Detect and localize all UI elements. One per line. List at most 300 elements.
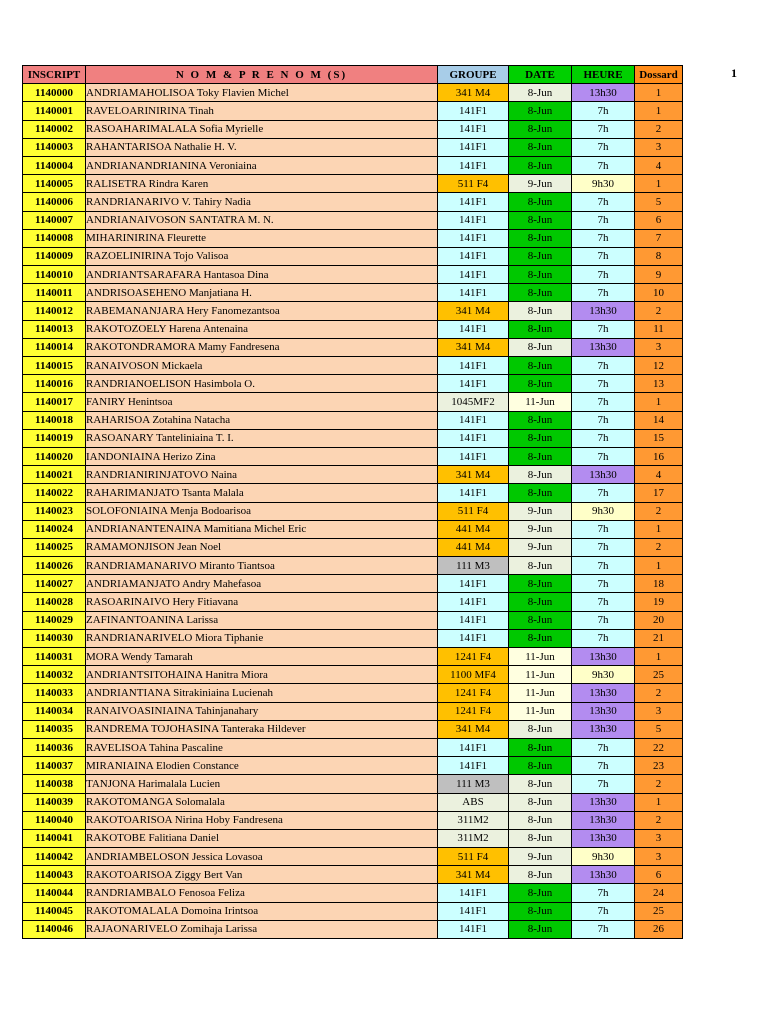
page-number: 1 — [731, 66, 737, 80]
cell-date: 8-Jun — [509, 138, 572, 156]
cell-groupe: 141F1 — [438, 247, 509, 265]
cell-date: 11-Jun — [509, 702, 572, 720]
cell-heure: 13h30 — [572, 829, 635, 847]
cell-date: 8-Jun — [509, 575, 572, 593]
cell-nom-prenom: MORA Wendy Tamarah — [86, 648, 438, 666]
cell-dossard: 3 — [635, 338, 683, 356]
cell-nom-prenom: RAZOELINIRINA Tojo Valisoa — [86, 247, 438, 265]
table-row — [23, 102, 683, 120]
cell-nom-prenom: ANDRIANTSARAFARA Hantasoa Dina — [86, 266, 438, 284]
cell-heure: 7h — [572, 447, 635, 465]
cell-inscrit: 1140003 — [23, 138, 86, 156]
cell-inscrit: 1140010 — [23, 266, 86, 284]
cell-groupe: 141F1 — [438, 266, 509, 284]
cell-inscrit: 1140009 — [23, 247, 86, 265]
cell-groupe: 141F1 — [438, 320, 509, 338]
cell-date: 8-Jun — [509, 793, 572, 811]
cell-nom-prenom: RANDRIANARIVO V. Tahiry Nadia — [86, 193, 438, 211]
cell-inscrit: 1140023 — [23, 502, 86, 520]
cell-groupe: 341 M4 — [438, 720, 509, 738]
cell-heure: 13h30 — [572, 793, 635, 811]
cell-date: 8-Jun — [509, 357, 572, 375]
cell-nom-prenom: RANDRIAMANARIVO Miranto Tiantsoa — [86, 557, 438, 575]
table-row — [23, 484, 683, 502]
cell-date: 8-Jun — [509, 757, 572, 775]
cell-date: 8-Jun — [509, 302, 572, 320]
table-row — [23, 138, 683, 156]
table-row — [23, 338, 683, 356]
table-row — [23, 648, 683, 666]
cell-inscrit: 1140014 — [23, 338, 86, 356]
cell-date: 8-Jun — [509, 411, 572, 429]
cell-dossard: 11 — [635, 320, 683, 338]
cell-date: 8-Jun — [509, 902, 572, 920]
cell-inscrit: 1140018 — [23, 411, 86, 429]
cell-heure: 7h — [572, 429, 635, 447]
cell-date: 8-Jun — [509, 829, 572, 847]
cell-dossard: 13 — [635, 375, 683, 393]
cell-date: 8-Jun — [509, 266, 572, 284]
cell-groupe: 141F1 — [438, 884, 509, 902]
cell-heure: 7h — [572, 138, 635, 156]
cell-nom-prenom: RASOARINAIVO Hery Fitiavana — [86, 593, 438, 611]
cell-groupe: 141F1 — [438, 629, 509, 647]
cell-date: 9-Jun — [509, 502, 572, 520]
cell-nom-prenom: RANDREMA TOJOHASINA Tanteraka Hildever — [86, 720, 438, 738]
cell-inscrit: 1140008 — [23, 229, 86, 247]
cell-date: 8-Jun — [509, 484, 572, 502]
table-row — [23, 284, 683, 302]
cell-date: 8-Jun — [509, 811, 572, 829]
cell-dossard: 3 — [635, 829, 683, 847]
cell-dossard: 5 — [635, 193, 683, 211]
cell-date: 8-Jun — [509, 775, 572, 793]
cell-date: 8-Jun — [509, 629, 572, 647]
cell-nom-prenom: RAVELISOA Tahina Pascaline — [86, 738, 438, 756]
cell-groupe: 141F1 — [438, 593, 509, 611]
cell-date: 9-Jun — [509, 848, 572, 866]
cell-heure: 7h — [572, 284, 635, 302]
table-row — [23, 920, 683, 938]
cell-groupe: ABS — [438, 793, 509, 811]
cell-date: 8-Jun — [509, 229, 572, 247]
table-row — [23, 666, 683, 684]
cell-date: 11-Jun — [509, 393, 572, 411]
cell-heure: 13h30 — [572, 811, 635, 829]
cell-groupe: 141F1 — [438, 411, 509, 429]
cell-dossard: 4 — [635, 156, 683, 174]
cell-nom-prenom: RAKOTOMALALA Domoina Irintsoa — [86, 902, 438, 920]
cell-inscrit: 1140043 — [23, 866, 86, 884]
cell-nom-prenom: RABEMANANJARA Hery Fanomezantsoa — [86, 302, 438, 320]
cell-nom-prenom: RAHANTARISOA Nathalie H. V. — [86, 138, 438, 156]
cell-inscrit: 1140041 — [23, 829, 86, 847]
cell-inscrit: 1140037 — [23, 757, 86, 775]
cell-dossard: 1 — [635, 175, 683, 193]
cell-nom-prenom: TANJONA Harimalala Lucien — [86, 775, 438, 793]
cell-dossard: 1 — [635, 793, 683, 811]
cell-date: 8-Jun — [509, 338, 572, 356]
table-row — [23, 266, 683, 284]
cell-dossard: 2 — [635, 811, 683, 829]
cell-heure: 7h — [572, 193, 635, 211]
cell-dossard: 18 — [635, 575, 683, 593]
cell-dossard: 22 — [635, 738, 683, 756]
table-body — [23, 84, 683, 939]
cell-dossard: 3 — [635, 848, 683, 866]
cell-date: 8-Jun — [509, 611, 572, 629]
cell-groupe: 141F1 — [438, 920, 509, 938]
cell-inscrit: 1140025 — [23, 538, 86, 556]
table-row — [23, 520, 683, 538]
table-row — [23, 611, 683, 629]
cell-date: 8-Jun — [509, 211, 572, 229]
cell-dossard: 21 — [635, 629, 683, 647]
cell-nom-prenom: ANDRIANANTENAINA Mamitiana Michel Eric — [86, 520, 438, 538]
cell-heure: 7h — [572, 884, 635, 902]
cell-dossard: 1 — [635, 102, 683, 120]
cell-groupe: 141F1 — [438, 102, 509, 120]
cell-heure: 13h30 — [572, 84, 635, 102]
cell-heure: 13h30 — [572, 720, 635, 738]
cell-heure: 7h — [572, 575, 635, 593]
cell-date: 8-Jun — [509, 466, 572, 484]
cell-nom-prenom: ANDRIANANDRIANINA Veroniaina — [86, 156, 438, 174]
table-row — [23, 175, 683, 193]
cell-groupe: 341 M4 — [438, 466, 509, 484]
cell-groupe: 341 M4 — [438, 338, 509, 356]
cell-heure: 7h — [572, 229, 635, 247]
cell-date: 11-Jun — [509, 648, 572, 666]
cell-dossard: 20 — [635, 611, 683, 629]
cell-groupe: 141F1 — [438, 575, 509, 593]
cell-dossard: 25 — [635, 666, 683, 684]
table-row — [23, 902, 683, 920]
cell-inscrit: 1140038 — [23, 775, 86, 793]
cell-inscrit: 1140022 — [23, 484, 86, 502]
table-row — [23, 738, 683, 756]
header-date: DATE — [509, 66, 572, 84]
cell-groupe: 141F1 — [438, 429, 509, 447]
cell-heure: 7h — [572, 902, 635, 920]
cell-inscrit: 1140012 — [23, 302, 86, 320]
cell-nom-prenom: RANDRIANIRINJATOVO Naina — [86, 466, 438, 484]
cell-dossard: 9 — [635, 266, 683, 284]
cell-groupe: 1241 F4 — [438, 648, 509, 666]
cell-heure: 7h — [572, 266, 635, 284]
cell-heure: 9h30 — [572, 175, 635, 193]
header-groupe: GROUPE — [438, 66, 509, 84]
cell-nom-prenom: ZAFINANTOANINA Larissa — [86, 611, 438, 629]
cell-inscrit: 1140045 — [23, 902, 86, 920]
header-heure: HEURE — [572, 66, 635, 84]
cell-heure: 7h — [572, 557, 635, 575]
table-row — [23, 247, 683, 265]
table-row — [23, 84, 683, 102]
cell-inscrit: 1140015 — [23, 357, 86, 375]
cell-nom-prenom: RAHARIMANJATO Tsanta Malala — [86, 484, 438, 502]
table-row — [23, 866, 683, 884]
cell-nom-prenom: RANDRIANARIVELO Miora Tiphanie — [86, 629, 438, 647]
cell-dossard: 23 — [635, 757, 683, 775]
cell-heure: 7h — [572, 520, 635, 538]
cell-inscrit: 1140020 — [23, 447, 86, 465]
table-row — [23, 575, 683, 593]
cell-dossard: 2 — [635, 502, 683, 520]
cell-inscrit: 1140000 — [23, 84, 86, 102]
cell-groupe: 341 M4 — [438, 84, 509, 102]
cell-groupe: 141F1 — [438, 156, 509, 174]
table-row — [23, 848, 683, 866]
cell-date: 8-Jun — [509, 557, 572, 575]
cell-nom-prenom: ANDRIANAIVOSON SANTATRA M. N. — [86, 211, 438, 229]
table-row — [23, 466, 683, 484]
cell-heure: 7h — [572, 538, 635, 556]
cell-nom-prenom: RAKOTOARISOA Nirina Hoby Fandresena — [86, 811, 438, 829]
cell-inscrit: 1140036 — [23, 738, 86, 756]
cell-heure: 9h30 — [572, 502, 635, 520]
cell-heure: 13h30 — [572, 702, 635, 720]
cell-heure: 7h — [572, 247, 635, 265]
cell-inscrit: 1140016 — [23, 375, 86, 393]
cell-inscrit: 1140021 — [23, 466, 86, 484]
table-row — [23, 793, 683, 811]
cell-groupe: 141F1 — [438, 902, 509, 920]
cell-dossard: 2 — [635, 120, 683, 138]
table-row — [23, 120, 683, 138]
cell-heure: 7h — [572, 629, 635, 647]
cell-dossard: 5 — [635, 720, 683, 738]
cell-nom-prenom: RAKOTOBE Falitiana Daniel — [86, 829, 438, 847]
cell-date: 9-Jun — [509, 538, 572, 556]
cell-nom-prenom: SOLOFONIAINA Menja Bodoarisoa — [86, 502, 438, 520]
cell-groupe: 111 M3 — [438, 557, 509, 575]
cell-inscrit: 1140017 — [23, 393, 86, 411]
cell-dossard: 3 — [635, 138, 683, 156]
cell-groupe: 141F1 — [438, 211, 509, 229]
cell-groupe: 511 F4 — [438, 848, 509, 866]
cell-dossard: 1 — [635, 557, 683, 575]
cell-inscrit: 1140046 — [23, 920, 86, 938]
cell-inscrit: 1140032 — [23, 666, 86, 684]
cell-inscrit: 1140026 — [23, 557, 86, 575]
cell-groupe: 111 M3 — [438, 775, 509, 793]
cell-date: 8-Jun — [509, 884, 572, 902]
cell-heure: 13h30 — [572, 684, 635, 702]
cell-dossard: 2 — [635, 302, 683, 320]
cell-nom-prenom: RASOANARY Tanteliniaina T. I. — [86, 429, 438, 447]
table-row — [23, 684, 683, 702]
cell-groupe: 141F1 — [438, 193, 509, 211]
cell-dossard: 8 — [635, 247, 683, 265]
header-dossard: Dossard — [635, 66, 683, 84]
table-row — [23, 629, 683, 647]
cell-date: 8-Jun — [509, 375, 572, 393]
header-row — [23, 66, 683, 84]
cell-heure: 7h — [572, 393, 635, 411]
cell-nom-prenom: RAKOTOMANGA Solomalala — [86, 793, 438, 811]
cell-dossard: 19 — [635, 593, 683, 611]
cell-heure: 7h — [572, 357, 635, 375]
cell-inscrit: 1140001 — [23, 102, 86, 120]
cell-dossard: 2 — [635, 538, 683, 556]
cell-dossard: 17 — [635, 484, 683, 502]
cell-date: 8-Jun — [509, 84, 572, 102]
cell-dossard: 25 — [635, 902, 683, 920]
cell-nom-prenom: ANDRIAMBELOSON Jessica Lovasoa — [86, 848, 438, 866]
cell-nom-prenom: RAMAMONJISON Jean Noel — [86, 538, 438, 556]
cell-groupe: 141F1 — [438, 611, 509, 629]
cell-inscrit: 1140028 — [23, 593, 86, 611]
cell-nom-prenom: RANAIVOSON Mickaela — [86, 357, 438, 375]
cell-nom-prenom: ANDRIAMANJATO Andry Mahefasoa — [86, 575, 438, 593]
cell-inscrit: 1140039 — [23, 793, 86, 811]
cell-dossard: 6 — [635, 211, 683, 229]
cell-groupe: 1100 MF4 — [438, 666, 509, 684]
cell-dossard: 7 — [635, 229, 683, 247]
cell-dossard: 1 — [635, 393, 683, 411]
cell-nom-prenom: RANAIVOASINIAINA Tahinjanahary — [86, 702, 438, 720]
cell-dossard: 4 — [635, 466, 683, 484]
cell-heure: 7h — [572, 102, 635, 120]
cell-inscrit: 1140002 — [23, 120, 86, 138]
cell-dossard: 2 — [635, 775, 683, 793]
cell-dossard: 1 — [635, 520, 683, 538]
table-row — [23, 757, 683, 775]
cell-dossard: 15 — [635, 429, 683, 447]
table-row — [23, 775, 683, 793]
cell-groupe: 141F1 — [438, 229, 509, 247]
cell-nom-prenom: ANDRIANTSITOHAINA Hanitra Miora — [86, 666, 438, 684]
table-row — [23, 357, 683, 375]
cell-nom-prenom: RASOAHARIMALALA Sofia Myrielle — [86, 120, 438, 138]
table-row — [23, 429, 683, 447]
cell-groupe: 1241 F4 — [438, 684, 509, 702]
table-row — [23, 593, 683, 611]
cell-groupe: 141F1 — [438, 120, 509, 138]
header-inscrit: INSCRIPT — [23, 66, 86, 84]
table-row — [23, 557, 683, 575]
cell-groupe: 141F1 — [438, 375, 509, 393]
cell-heure: 13h30 — [572, 866, 635, 884]
cell-inscrit: 1140004 — [23, 156, 86, 174]
cell-inscrit: 1140029 — [23, 611, 86, 629]
cell-nom-prenom: ANDRIAMAHOLISOA Toky Flavien Michel — [86, 84, 438, 102]
cell-heure: 13h30 — [572, 338, 635, 356]
cell-nom-prenom: FANIRY Henintsoa — [86, 393, 438, 411]
table-row — [23, 720, 683, 738]
cell-inscrit: 1140030 — [23, 629, 86, 647]
cell-heure: 7h — [572, 611, 635, 629]
cell-nom-prenom: IANDONIAINA Herizo Zina — [86, 447, 438, 465]
cell-nom-prenom: RANDRIANOELISON Hasimbola O. — [86, 375, 438, 393]
table-row — [23, 211, 683, 229]
cell-inscrit: 1140035 — [23, 720, 86, 738]
cell-groupe: 141F1 — [438, 757, 509, 775]
cell-heure: 7h — [572, 775, 635, 793]
cell-inscrit: 1140005 — [23, 175, 86, 193]
cell-groupe: 1045MF2 — [438, 393, 509, 411]
cell-groupe: 1241 F4 — [438, 702, 509, 720]
cell-date: 8-Jun — [509, 738, 572, 756]
cell-groupe: 141F1 — [438, 284, 509, 302]
cell-inscrit: 1140031 — [23, 648, 86, 666]
cell-date: 8-Jun — [509, 593, 572, 611]
cell-groupe: 311M2 — [438, 829, 509, 847]
cell-dossard: 24 — [635, 884, 683, 902]
cell-date: 11-Jun — [509, 666, 572, 684]
cell-inscrit: 1140007 — [23, 211, 86, 229]
cell-groupe: 141F1 — [438, 138, 509, 156]
cell-heure: 7h — [572, 156, 635, 174]
table-row — [23, 811, 683, 829]
cell-date: 8-Jun — [509, 720, 572, 738]
cell-nom-prenom: RAJAONARIVELO Zomihaja Larissa — [86, 920, 438, 938]
cell-dossard: 16 — [635, 447, 683, 465]
cell-inscrit: 1140042 — [23, 848, 86, 866]
table-row — [23, 156, 683, 174]
table-row — [23, 502, 683, 520]
cell-groupe: 141F1 — [438, 738, 509, 756]
cell-date: 8-Jun — [509, 447, 572, 465]
cell-groupe: 441 M4 — [438, 520, 509, 538]
cell-inscrit: 1140024 — [23, 520, 86, 538]
cell-heure: 9h30 — [572, 666, 635, 684]
cell-date: 8-Jun — [509, 156, 572, 174]
cell-nom-prenom: ANDRISOASEHENO Manjatiana H. — [86, 284, 438, 302]
cell-nom-prenom: MIHARINIRINA Fleurette — [86, 229, 438, 247]
cell-heure: 9h30 — [572, 848, 635, 866]
cell-date: 8-Jun — [509, 284, 572, 302]
cell-date: 8-Jun — [509, 920, 572, 938]
table-row — [23, 829, 683, 847]
table-row — [23, 538, 683, 556]
cell-inscrit: 1140040 — [23, 811, 86, 829]
cell-nom-prenom: ANDRIANTIANA Sitrakiniaina Lucienah — [86, 684, 438, 702]
cell-nom-prenom: RAHARISOA Zotahina Natacha — [86, 411, 438, 429]
cell-nom-prenom: RAKOTOZOELY Harena Antenaina — [86, 320, 438, 338]
cell-groupe: 311M2 — [438, 811, 509, 829]
cell-heure: 7h — [572, 411, 635, 429]
table-row — [23, 884, 683, 902]
cell-dossard: 1 — [635, 84, 683, 102]
cell-dossard: 3 — [635, 702, 683, 720]
cell-heure: 7h — [572, 920, 635, 938]
cell-heure: 7h — [572, 593, 635, 611]
table-row — [23, 393, 683, 411]
cell-heure: 13h30 — [572, 302, 635, 320]
cell-groupe: 341 M4 — [438, 302, 509, 320]
table-row — [23, 411, 683, 429]
cell-dossard: 2 — [635, 684, 683, 702]
cell-date: 8-Jun — [509, 193, 572, 211]
cell-groupe: 511 F4 — [438, 502, 509, 520]
cell-date: 8-Jun — [509, 320, 572, 338]
cell-inscrit: 1140019 — [23, 429, 86, 447]
cell-nom-prenom: RALISETRA Rindra Karen — [86, 175, 438, 193]
cell-dossard: 14 — [635, 411, 683, 429]
cell-date: 9-Jun — [509, 175, 572, 193]
cell-groupe: 441 M4 — [438, 538, 509, 556]
cell-heure: 7h — [572, 320, 635, 338]
header-nom-prenom: N O M & P R E N O M (S) — [86, 66, 438, 84]
cell-date: 8-Jun — [509, 247, 572, 265]
cell-date: 11-Jun — [509, 684, 572, 702]
table-row — [23, 447, 683, 465]
cell-inscrit: 1140034 — [23, 702, 86, 720]
cell-date: 8-Jun — [509, 102, 572, 120]
table-row — [23, 302, 683, 320]
